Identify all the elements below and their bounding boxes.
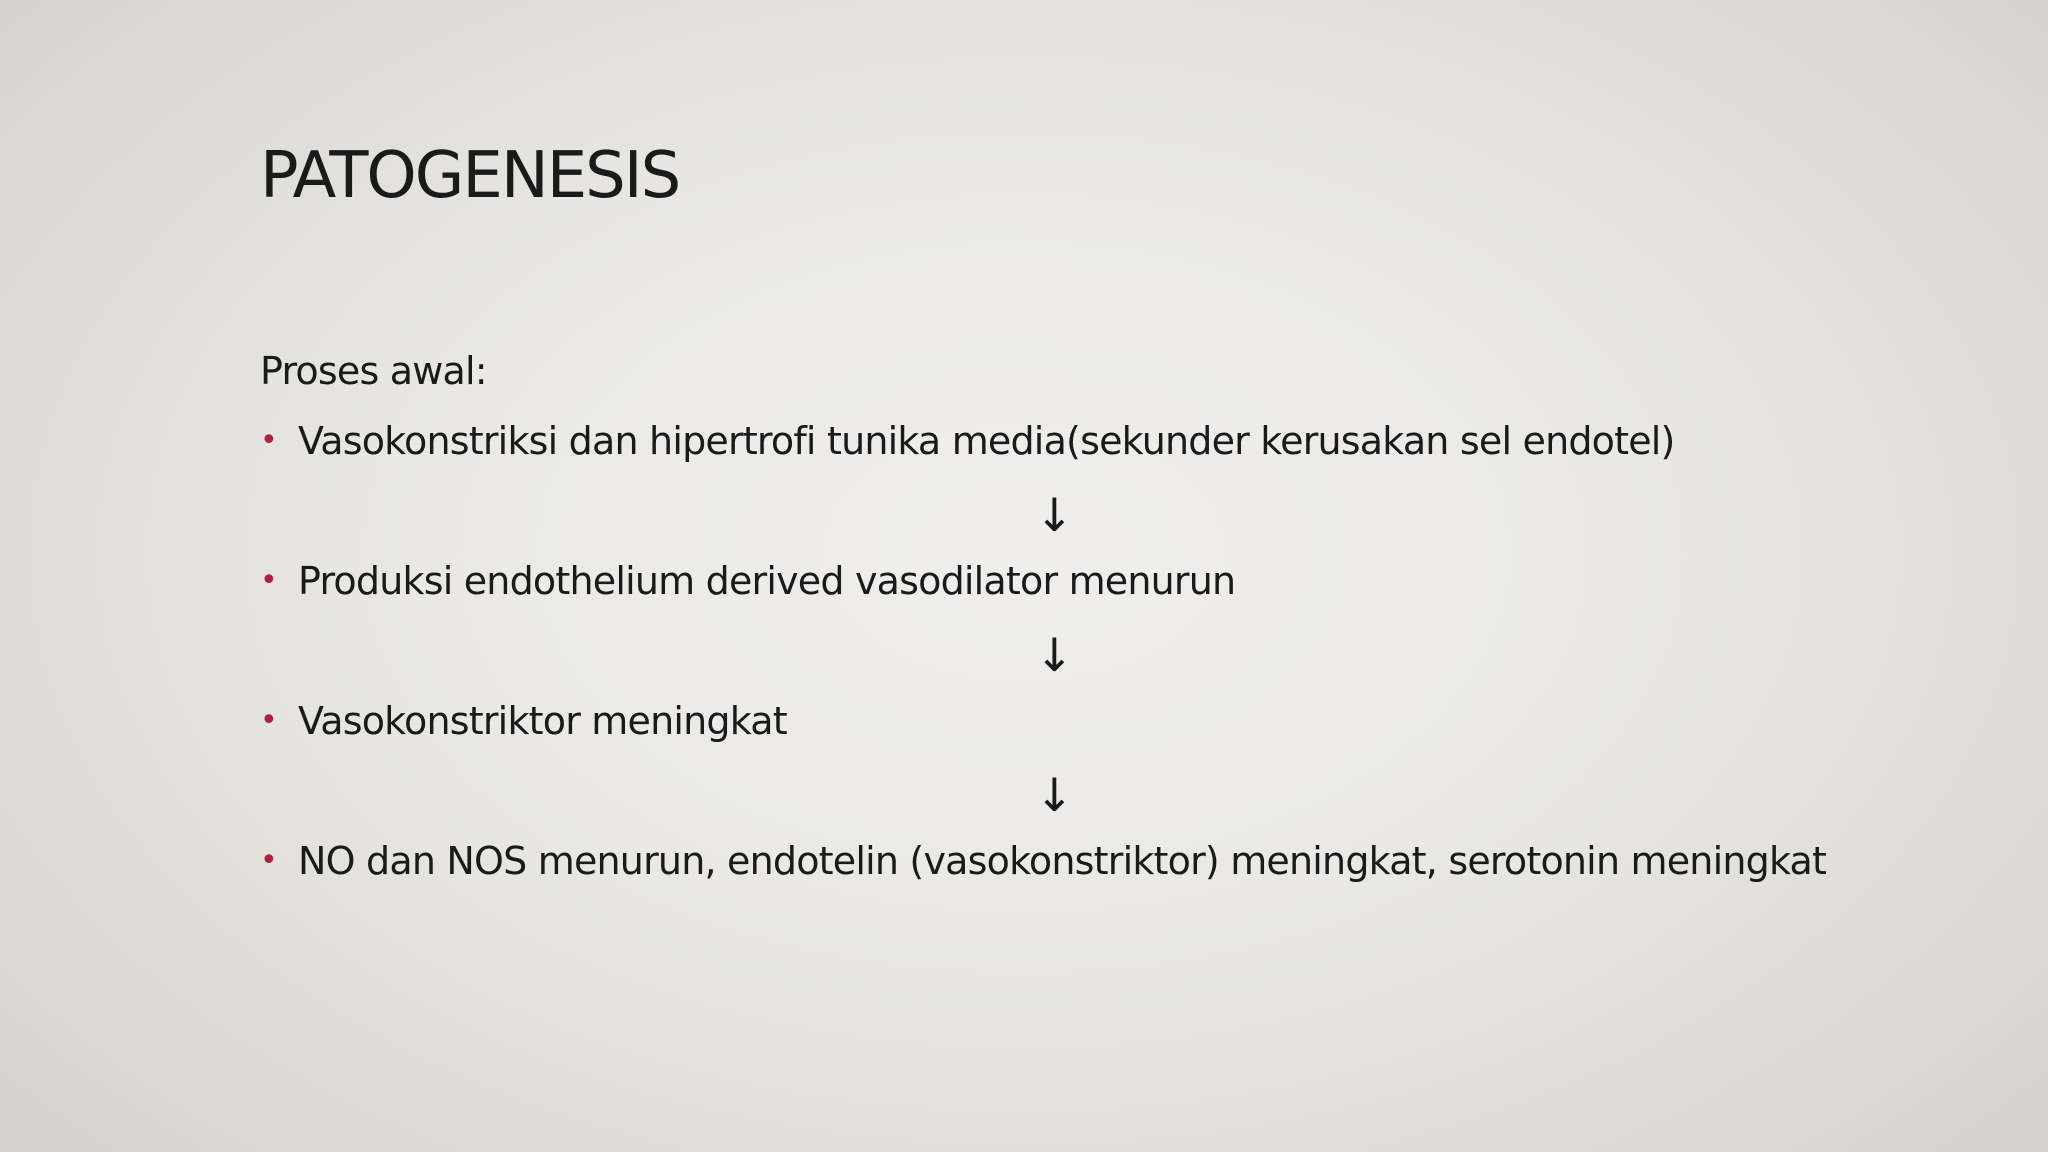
bullet-text: Vasokonstriksi dan hipertrofi tunika media(sekunder kerusakan sel endotel) (298, 419, 1675, 463)
bullet-text: Produksi endothelium derived vasodilator menurun (298, 559, 1236, 603)
bullet-dot-icon: • (260, 703, 277, 738)
bullet-dot-icon: • (260, 563, 277, 598)
bullet-text: Vasokonstriktor meningkat (298, 699, 787, 743)
down-arrow-icon: ↓ (1035, 768, 1074, 822)
down-arrow-icon: ↓ (1035, 628, 1074, 682)
intro-text: Proses awal: (260, 349, 487, 393)
bullet-dot-icon: • (260, 843, 277, 878)
bullet-text: NO dan NOS menurun, endotelin (vasokonstriktor) meningkat, serotonin meningkat (298, 839, 1827, 883)
down-arrow-icon: ↓ (1035, 488, 1074, 542)
bullet-dot-icon: • (260, 423, 277, 458)
slide-title: PATOGENESIS (260, 139, 680, 213)
